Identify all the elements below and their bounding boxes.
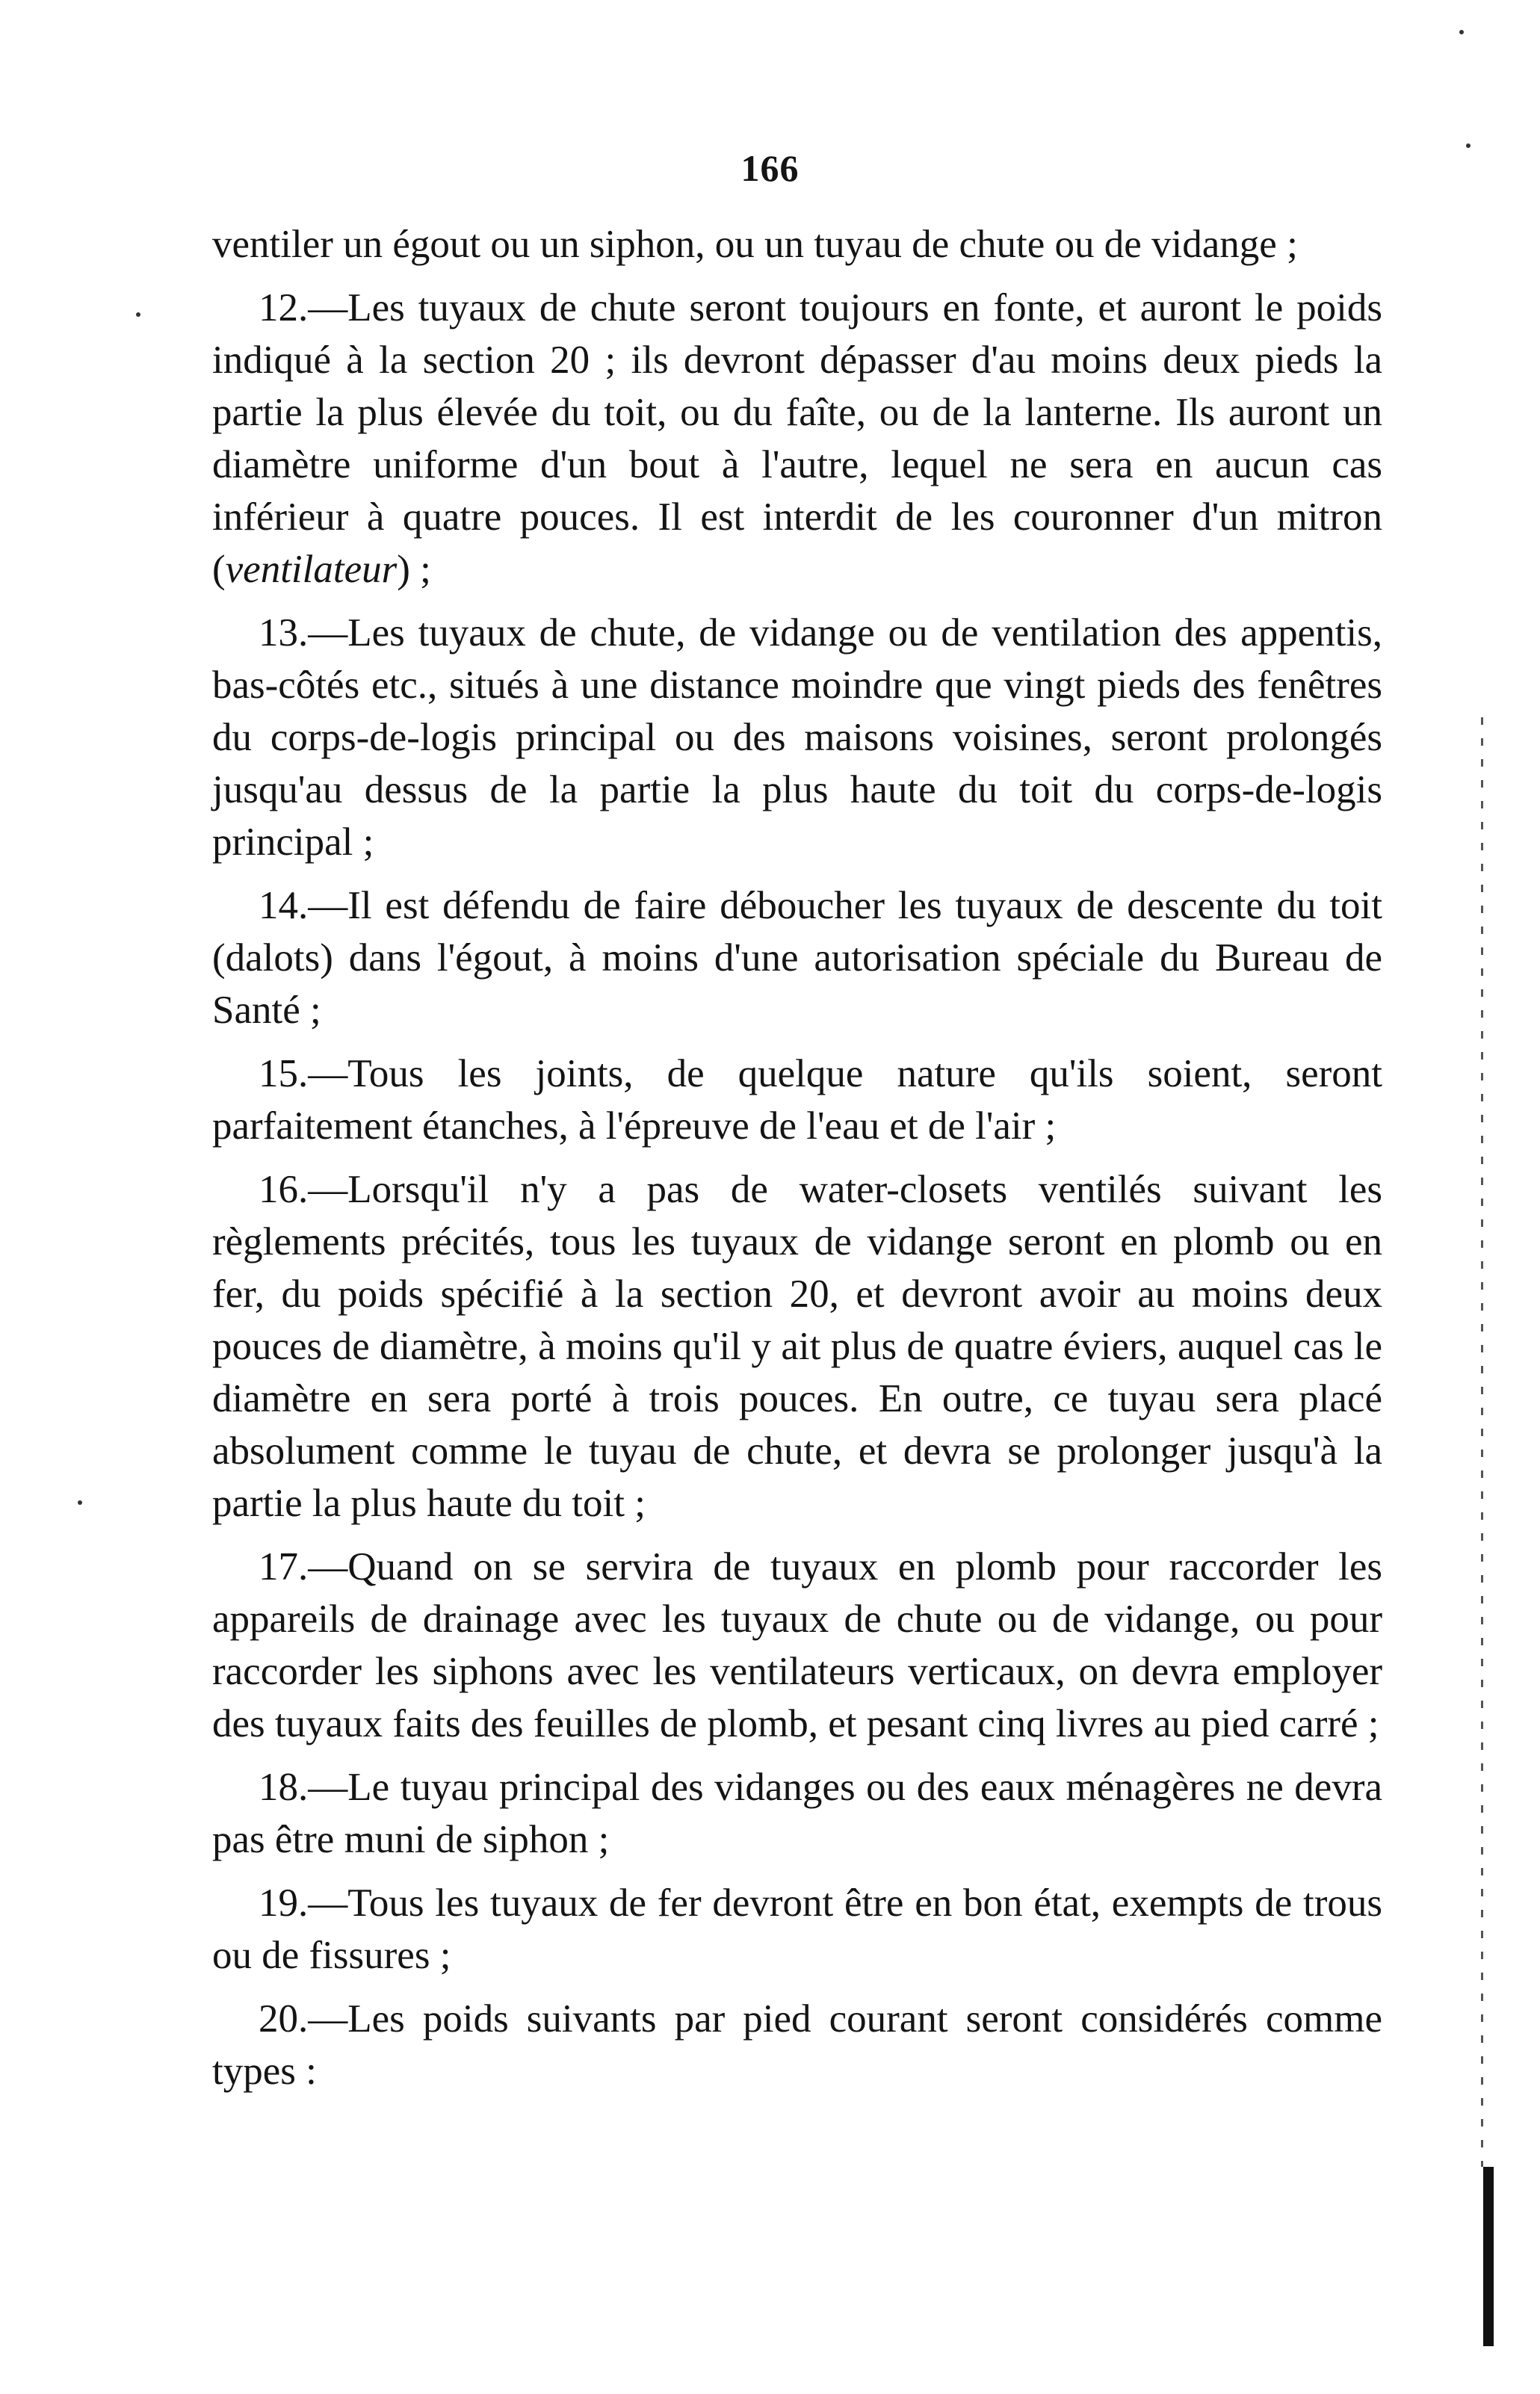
scan-speck xyxy=(136,312,140,317)
paragraph-14: 14.—Il est défendu de faire déboucher les tuyaux de descente du toit (dalots) dans l'égout, à moins d'une autorisation spéciale du Bureau de Santé ; xyxy=(212,884,1382,1032)
scan-speck xyxy=(78,1500,82,1505)
paragraph-12-paren-open: ( xyxy=(212,548,226,591)
paragraph-20: 20.—Les poids suivants par pied courant seront considérés comme types : xyxy=(212,1997,1382,2093)
scan-margin-bar xyxy=(1483,2167,1494,2346)
paragraph-12-text: 12.—Les tuyaux de chute seront toujours en fonte, et auront le poids indiqué à la section 20 ; ils devront dépasser d'au moins deux pieds la partie la plus élevée du toit, ou du faîte, ou de la lanterne. Ils auront un diamètre uniforme d'un bout à l'autre, lequel ne sera en aucun cas inférieur à quatre pouces. Il est interdit de les couronner d'un mitron xyxy=(212,286,1382,539)
paragraph-12-italic: ventilateur xyxy=(225,548,398,591)
scan-speck xyxy=(1466,143,1471,148)
paragraph-19: 19.—Tous les tuyaux de fer devront être en bon état, exempts de trous ou de fissures ; xyxy=(212,1881,1382,1977)
paragraph-12-paren-close: ) ; xyxy=(397,548,431,591)
paragraph-15: 15.—Tous les joints, de quelque nature qu'ils soient, seront parfaitement étanches, à l'épreuve de l'eau et de l'air ; xyxy=(212,1052,1382,1148)
page-number: 166 xyxy=(740,147,800,189)
paragraph-18: 18.—Le tuyau principal des vidanges ou des eaux ménagères ne devra pas être muni de siphon ; xyxy=(212,1766,1382,1861)
paragraph-13: 13.—Les tuyaux de chute, de vidange ou de ventilation des appentis, bas-côtés etc., situés à une distance moindre que vingt pieds des fenêtres du corps-de-logis principal ou des maisons voisines, seront prolongés jusqu'au dessus de la partie la plus haute du toit du corps-de-logis principal ; xyxy=(212,611,1382,864)
scan-speck xyxy=(1459,30,1464,34)
paragraph-12 xyxy=(212,282,1382,596)
paragraph-intro: ventiler un égout ou un siphon, ou un tuyau de chute ou de vidange ; xyxy=(212,223,1298,266)
document-body xyxy=(212,218,1382,2109)
paragraph-17: 17.—Quand on se servira de tuyaux en plomb pour raccorder les appareils de drainage avec les tuyaux de chute ou de vidange, ou pour raccorder les siphons avec les ventilateurs verticaux, on devra employer des tuyaux faits des feuilles de plomb, et pesant cinq livres au pied carré ; xyxy=(212,1545,1382,1745)
scan-margin-dashes xyxy=(1481,717,1483,2167)
paragraph-16: 16.—Lorsqu'il n'y a pas de water-closets ventilés suivant les règlements précités, tous les tuyaux de vidange seront en plomb ou en fer, du poids spécifié à la section 20, et devront avoir au moins deux pouces de diamètre, à moins qu'il y ait plus de quatre éviers, auquel cas le diamètre en sera porté à trois pouces. En outre, ce tuyau sera placé absolument comme le tuyau de chute, et devra se prolonger jusqu'à la partie la plus haute du toit ; xyxy=(212,1168,1382,1525)
